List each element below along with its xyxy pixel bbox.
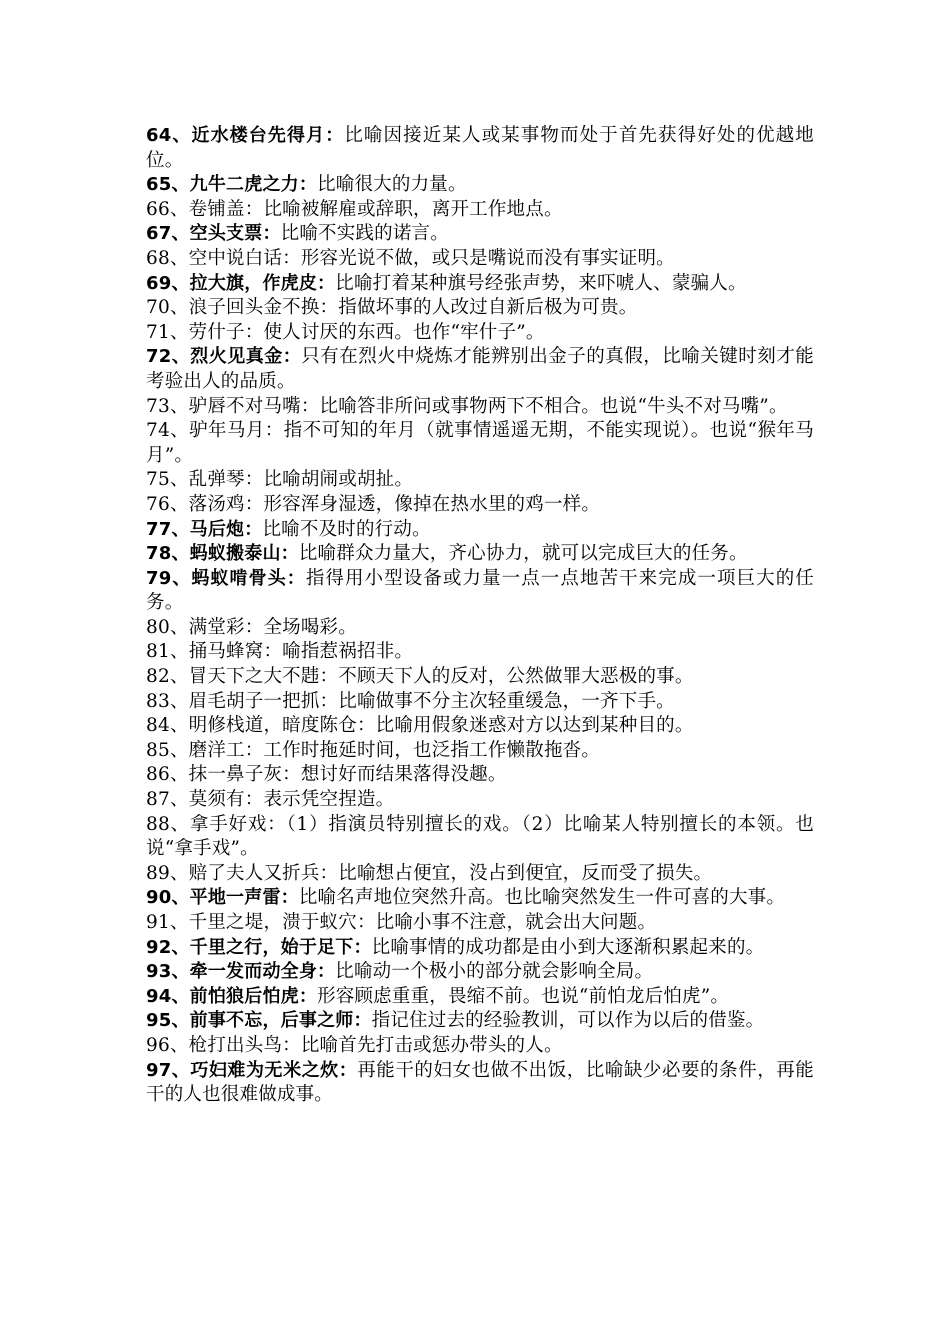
- entry-definition: 全场喝彩。: [263, 616, 357, 638]
- entry-term: 近水楼台先得月：: [191, 125, 345, 146]
- entry-term: 蚂蚁搬泰山：: [189, 543, 299, 565]
- entry-number: 94、: [146, 985, 190, 1007]
- entry-term: 九牛二虎之力：: [189, 174, 318, 196]
- entry-number: 81、: [146, 641, 189, 663]
- entry-definition: 指做坏事的人改过自新后极为可贵。: [338, 297, 638, 319]
- entry-number: 89、: [146, 862, 189, 884]
- entry-number: 97、: [146, 1059, 191, 1081]
- entry-term: 千里之堤，溃于蚁穴：: [188, 912, 376, 933]
- entry-number: 65、: [146, 174, 190, 196]
- entry-definition: 比喻首先打击或惩办带头的人。: [300, 1034, 563, 1056]
- list-item: [146, 173, 814, 198]
- entry-definition: 比喻因接近某人或某事物而处于首先获得好处的优越地位。: [146, 125, 814, 171]
- entry-term: 乱弹琴：: [188, 469, 264, 491]
- entry-definition: 只有在烈火中烧炼才能辨别出金子的真假，比喻关键时刻才能考验出人的品质。: [146, 346, 815, 392]
- list-item: [146, 567, 814, 616]
- entry-number: 82、: [146, 666, 189, 688]
- list-item: [146, 714, 814, 739]
- entry-definition: 比喻动一个极小的部分就会影响全局。: [335, 961, 654, 983]
- entry-term: 满堂彩：: [188, 616, 264, 638]
- entry-number: 66、: [146, 198, 189, 220]
- entry-number: 70、: [146, 297, 189, 319]
- entry-definition: 形容光说不做，或只是嘴说而没有事实证明。: [300, 247, 675, 269]
- list-item: [146, 321, 814, 346]
- list-item: [146, 493, 814, 518]
- list-item: [146, 1009, 814, 1034]
- list-item: [146, 272, 814, 297]
- entry-term: 前事不忘，后事之师：: [189, 1010, 372, 1032]
- entry-definition: 比喻事情的成功都是由小到大逐渐积累起来的。: [371, 936, 765, 958]
- entry-term: 捅马蜂窝：: [188, 641, 283, 663]
- entry-definition: 工作时拖延时间，也泛指工作懒散拖沓。: [263, 739, 601, 761]
- list-item: [146, 813, 814, 862]
- entry-number: 76、: [146, 493, 189, 515]
- entry-number: 73、: [146, 395, 189, 417]
- list-item: [146, 1034, 814, 1059]
- entry-number: 69、: [146, 272, 190, 294]
- entry-term: 空头支票：: [189, 223, 281, 245]
- entry-number: 78、: [146, 543, 190, 565]
- list-item: [146, 395, 814, 420]
- entry-definition: 比喻做事不分主次轻重缓急，一齐下手。: [338, 690, 675, 712]
- entry-term: 驴年马月：: [189, 420, 284, 442]
- entry-term: 巧妇难为无米之炊：: [190, 1059, 358, 1081]
- entry-definition: 比喻胡闹或胡扯。: [263, 469, 414, 491]
- entry-term: 冒天下之大不韪：: [188, 666, 339, 688]
- entry-definition: 比喻被解雇或辞职，离开工作地点。: [263, 198, 563, 220]
- idiom-list: [146, 124, 814, 1108]
- entry-number: 95、: [146, 1010, 190, 1032]
- entry-term: 劳什子：: [188, 321, 264, 343]
- entry-term: 蚂蚁啃骨头：: [191, 567, 306, 589]
- list-item: [146, 788, 814, 813]
- list-item: [146, 1059, 814, 1108]
- entry-definition: 指得用小型设备或力量一点一点地苦干来完成一项巨大的任务。: [146, 567, 814, 614]
- entry-definition: 比喻群众力量大，齐心协力，就可以完成巨大的任务。: [298, 543, 748, 565]
- entry-number: 84、: [146, 715, 189, 737]
- list-item: [146, 985, 814, 1010]
- entry-definition: 再能干的妇女也做不出饭，比喻缺少必要的条件，再能干的人也很难做成事。: [146, 1059, 814, 1106]
- entry-term: 莫须有：: [188, 789, 264, 811]
- entry-number: 79、: [146, 567, 192, 589]
- entry-term: 眉毛胡子一把抓：: [188, 690, 339, 712]
- entry-term: 枪打出头鸟：: [188, 1034, 301, 1056]
- entry-term: 赔了夫人又折兵：: [188, 862, 339, 884]
- list-item: [146, 198, 814, 223]
- list-item: [146, 616, 814, 641]
- entry-number: 72、: [146, 346, 191, 368]
- entry-definition: 想讨好而结果落得没趣。: [300, 764, 507, 786]
- entry-term: 平地一声雷：: [189, 887, 299, 909]
- entry-definition: 表示凭空捏造。: [263, 789, 395, 811]
- list-item: [146, 690, 814, 715]
- list-item: [146, 124, 814, 173]
- entry-number: 92、: [146, 936, 190, 958]
- entry-definition: 指不可知的年月（就事情遥遥无期，不能实现说）。也说“猴年马月”。: [146, 420, 814, 466]
- list-item: [146, 296, 814, 321]
- list-item: [146, 862, 814, 887]
- entry-definition: 比喻名声地位突然升高。也比喻突然发生一件可喜的大事。: [298, 887, 786, 909]
- entry-definition: 比喻想占便宜，没占到便宜，反而受了损失。: [338, 862, 713, 884]
- list-item: [146, 739, 814, 764]
- entry-number: 93、: [146, 961, 190, 983]
- entry-definition: 比喻不及时的行动。: [262, 518, 431, 540]
- entry-number: 68、: [146, 247, 189, 269]
- entry-term: 落汤鸡：: [188, 493, 264, 515]
- entry-number: 77、: [146, 518, 190, 540]
- entry-term: 马后炮：: [189, 518, 263, 540]
- list-item: [146, 763, 814, 788]
- entry-term: 空中说白话：: [188, 247, 301, 269]
- entry-definition: 使人讨厌的东西。也作“牢什子”。: [263, 321, 545, 343]
- entry-definition: 比喻很大的力量。: [317, 174, 467, 196]
- list-item: [146, 345, 814, 394]
- entry-term: 卷铺盖：: [188, 198, 264, 220]
- entry-definition: （1）指演员特别擅长的戏。（2）比喻某人特别擅长的本领。也说“拿手戏”。: [146, 813, 814, 860]
- list-item: [146, 911, 814, 936]
- entry-number: 64、: [146, 125, 192, 146]
- list-item: [146, 960, 814, 985]
- entry-number: 85、: [146, 739, 189, 761]
- entry-term: 拿手好戏：: [189, 813, 287, 835]
- entry-definition: 比喻小事不注意，就会出大问题。: [375, 912, 657, 933]
- entry-definition: 比喻打着某种旗号经张声势，来吓唬人、蒙骗人。: [335, 272, 747, 294]
- entry-term: 烈火见真金：: [190, 346, 302, 368]
- list-item: [146, 419, 814, 468]
- entry-definition: 比喻答非所问或事物两下不相合。也说“牛头不对马嘴”。: [319, 395, 788, 417]
- entry-definition: 形容浑身湿透，像掉在热水里的鸡一样。: [263, 493, 601, 515]
- list-item: [146, 886, 814, 911]
- entry-number: 86、: [146, 764, 189, 786]
- entry-definition: 指记住过去的经验教训，可以作为以后的借鉴。: [371, 1010, 765, 1032]
- entry-number: 96、: [146, 1034, 189, 1056]
- entry-term: 前怕狼后怕虎：: [189, 985, 318, 1007]
- list-item: [146, 640, 814, 665]
- entry-term: 千里之行，始于足下：: [189, 936, 372, 958]
- entry-number: 74、: [146, 420, 190, 442]
- entry-term: 抹一鼻子灰：: [188, 764, 301, 786]
- list-item: [146, 665, 814, 690]
- entry-definition: 比喻不实践的诺言。: [280, 223, 449, 245]
- entry-number: 71、: [146, 321, 189, 343]
- entry-number: 75、: [146, 469, 189, 491]
- entry-number: 88、: [146, 813, 190, 835]
- entry-term: 浪子回头金不换：: [188, 297, 339, 319]
- entry-term: 拉大旗，作虎皮：: [189, 272, 336, 294]
- list-item: [146, 518, 814, 543]
- list-item: [146, 936, 814, 961]
- entry-term: 明修栈道，暗度陈仓：: [188, 715, 376, 737]
- entry-definition: 不顾天下人的反对，公然做罪大恶极的事。: [338, 666, 694, 688]
- entry-number: 80、: [146, 616, 189, 638]
- entry-number: 87、: [146, 789, 189, 811]
- entry-term: 磨洋工：: [188, 739, 264, 761]
- list-item: [146, 247, 814, 272]
- entry-definition: 形容顾虑重重，畏缩不前。也说“前怕龙后怕虎”。: [317, 985, 730, 1007]
- entry-term: 牵一发而动全身：: [189, 961, 336, 983]
- entry-definition: 喻指惹祸招非。: [282, 641, 414, 663]
- entry-number: 91、: [146, 912, 189, 933]
- entry-number: 67、: [146, 223, 190, 245]
- list-item: [146, 468, 814, 493]
- list-item: [146, 222, 814, 247]
- entry-number: 90、: [146, 887, 190, 909]
- entry-definition: 比喻用假象迷惑对方以达到某种目的。: [375, 715, 694, 737]
- entry-number: 83、: [146, 690, 189, 712]
- list-item: [146, 542, 814, 567]
- entry-term: 驴唇不对马嘴：: [188, 395, 320, 417]
